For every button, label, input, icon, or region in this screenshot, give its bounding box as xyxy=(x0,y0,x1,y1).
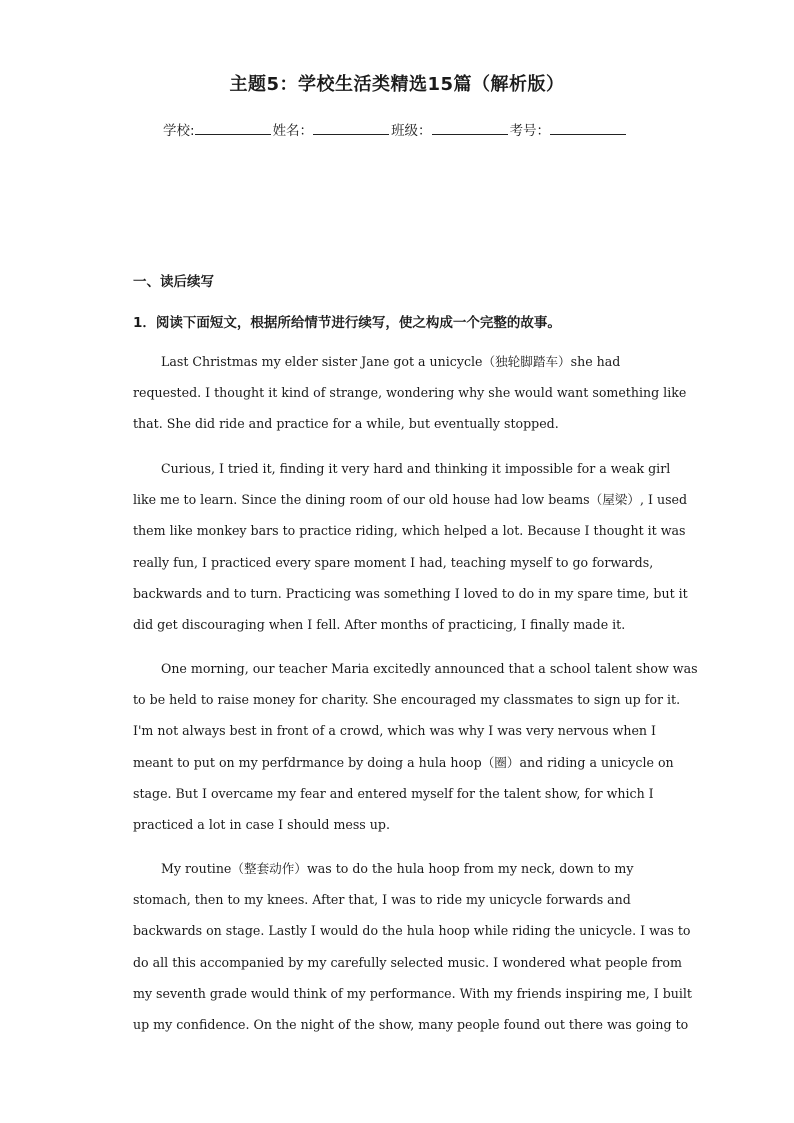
paragraph-line: meant to put on my perfdrmance by doing a hula hoop（圈）and riding a unicycle on xyxy=(133,754,674,770)
class-label: 班级： xyxy=(391,123,432,139)
paragraph-line: them like monkey bars to practice riding, which helped a lot. Because I thought it was xyxy=(133,523,686,539)
class-blank xyxy=(432,122,508,135)
section-heading: 一、读后续写 xyxy=(133,274,214,290)
paragraph-line: One morning, our teacher Maria excitedly announced that a school talent show was xyxy=(161,661,698,676)
paragraph-line: did get discouraging when I fell. After months of practicing, I finally made it. xyxy=(133,616,626,632)
paragraph-line: to be held to raise money for charity. She encouraged my classmates to sign up for it. xyxy=(133,692,681,708)
paragraph-line: Curious, I tried it, finding it very hard and thinking it impossible for a weak girl xyxy=(161,461,671,476)
paragraph-line: stomach, then to my knees. After that, I was to ride my unicycle forwards and xyxy=(133,892,631,908)
paragraph-line: backwards on stage. Lastly I would do the hula hoop while riding the unicycle. I was to xyxy=(133,923,691,939)
paragraph-2 xyxy=(133,453,688,640)
student-info-line xyxy=(163,119,643,139)
paragraph-line: Last Christmas my elder sister Jane got a unicycle（独轮脚踏车）she had xyxy=(161,354,621,369)
paragraph-line: requested. I thought it kind of strange, wondering why she would want something like xyxy=(133,385,687,401)
paragraph-line: practiced a lot in case I should mess up. xyxy=(133,816,390,832)
paragraph-line: My routine（整套动作）was to do the hula hoop from my neck, down to my xyxy=(161,861,634,876)
paragraph-4 xyxy=(133,853,692,1040)
school-label: 学校: xyxy=(163,123,195,139)
paragraph-line: do all this accompanied by my carefully selected music. I wondered what people from xyxy=(133,954,682,970)
question-prompt: 1．阅读下面短文，根据所给情节进行续写，使之构成一个完整的故事。 xyxy=(133,315,561,331)
school-blank xyxy=(195,122,271,135)
paragraph-line: my seventh grade would think of my performance. With my friends inspiring me, I built xyxy=(133,985,692,1001)
paragraph-1 xyxy=(133,346,687,440)
name-blank xyxy=(313,122,389,135)
paragraph-line: stage. But I overcame my fear and entered myself for the talent show, for which I xyxy=(133,785,654,801)
paragraph-line: that. She did ride and practice for a while, but eventually stopped. xyxy=(133,416,559,432)
document-title: 主题5：学校生活类精选15篇（解析版） xyxy=(229,74,565,95)
number-label: 考号： xyxy=(509,123,551,139)
paragraph-3 xyxy=(133,653,698,840)
number-blank xyxy=(550,122,626,135)
paragraph-line: like me to learn. Since the dining room of our old house had low beams（屋梁）, I used xyxy=(133,492,688,508)
paragraph-line: I'm not always best in front of a crowd, which was why I was very nervous when I xyxy=(133,723,657,739)
paragraph-line: up my confidence. On the night of the show, many people found out there was going to xyxy=(133,1016,689,1032)
name-label: 姓名： xyxy=(272,123,314,139)
paragraph-line: backwards and to turn. Practicing was something I loved to do in my spare time, but it xyxy=(133,585,688,601)
paragraph-line: really fun, I practiced every spare moment I had, teaching myself to go forwards, xyxy=(133,554,654,570)
